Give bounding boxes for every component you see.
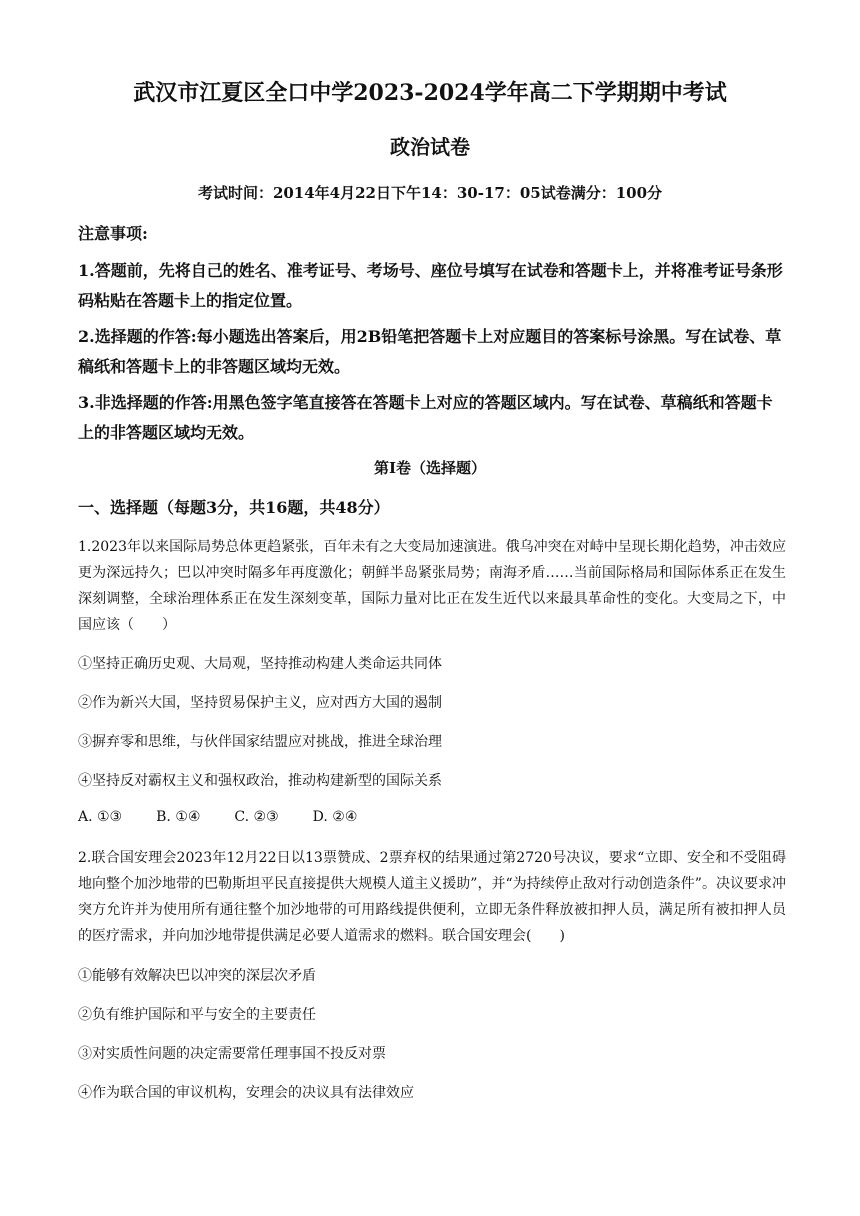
question-1-option-4: ④坚持反对霸权主义和强权政治，推动构建新型的国际关系 bbox=[78, 773, 442, 789]
choice-d: D. ②④ bbox=[312, 809, 358, 825]
question-2-option-2: ②负有维护国际和平与安全的主要责任 bbox=[78, 1007, 316, 1023]
question-1-choices bbox=[78, 809, 391, 825]
exam-title: 武汉市江夏区全口中学2023-2024学年高二下学期期中考试 bbox=[133, 80, 727, 106]
question-1-option-3: ③摒弃零和思维，与伙伴国家结盟应对挑战，推进全球治理 bbox=[78, 734, 442, 750]
note-item-2: 2.选择题的作答:每小题选出答案后，用2B铅笔把答题卡上对应题目的答案标号涂黑。写在试卷、草稿纸和答题卡上的非答题区域均无效。 bbox=[78, 327, 782, 376]
question-2-option-3: ③对实质性问题的决定需要常任理事国不投反对票 bbox=[78, 1046, 386, 1062]
question-2-option-1: ①能够有效解决巴以冲突的深层次矛盾 bbox=[78, 968, 316, 984]
choice-b: B. ①④ bbox=[156, 809, 201, 825]
note-item-3: 3.非选择题的作答:用黑色签字笔直接答在答题卡上对应的答题区域内。写在试卷、草稿纸和答题卡上的非答题区域均无效。 bbox=[78, 393, 773, 442]
exam-subtitle: 政治试卷 bbox=[390, 135, 470, 159]
part-title: 第I卷（选择题） bbox=[373, 459, 487, 477]
exam-info: 考试时间：2014年4月22日下午14：30-17：05试卷满分：100分 bbox=[197, 184, 663, 202]
question-2-stem: 2.联合国安理会2023年12月22日以13票赞成、2票弃权的结果通过第2720号决议，要求“立即、安全和不受阻碍地向整个加沙地带的巴勒斯坦平民直接提供大规模人道主义援助”，并“为持续停止敌对行动创造条件”。决议要求冲突方允许并为使用所有通往整个加沙地带的可用路线提供便利，立即无条件释放被扣押人员，满足所有被扣押人员的医疗需求，并向加沙地带提供满足必要人道需求的燃料。联合国安理会( ) bbox=[78, 850, 786, 944]
question-2-option-4: ④作为联合国的审议机构，安理会的决议具有法律效应 bbox=[78, 1085, 414, 1101]
notes-heading: 注意事项: bbox=[78, 224, 148, 243]
question-1-stem: 1.2023年以来国际局势总体更趋紧张，百年未有之大变局加速演进。俄乌冲突在对峙中呈现长期化趋势，冲击效应更为深远持久；巴以冲突时隔多年再度激化；朝鲜半岛紧张局势；南海矛盾……当前国际格局和国际体系正在发生深刻调整，全球治理体系正在发生深刻变革，国际力量对比正在发生近代以来最具革命性的变化。大变局之下，中国应该（ ） bbox=[78, 539, 786, 633]
choice-c: C. ②③ bbox=[234, 809, 279, 825]
choice-a: A. ①③ bbox=[78, 809, 123, 825]
note-item-1: 1.答题前，先将自己的姓名、准考证号、考场号、座位号填写在试卷和答题卡上，并将准考证号条形码粘贴在答题卡上的指定位置。 bbox=[78, 261, 783, 310]
section-title: 一、选择题（每题3分，共16题，共48分） bbox=[78, 498, 390, 517]
question-1-option-2: ②作为新兴大国，坚持贸易保护主义，应对西方大国的遏制 bbox=[78, 695, 442, 711]
question-1-option-1: ①坚持正确历史观、大局观，坚持推动构建人类命运共同体 bbox=[78, 656, 442, 672]
